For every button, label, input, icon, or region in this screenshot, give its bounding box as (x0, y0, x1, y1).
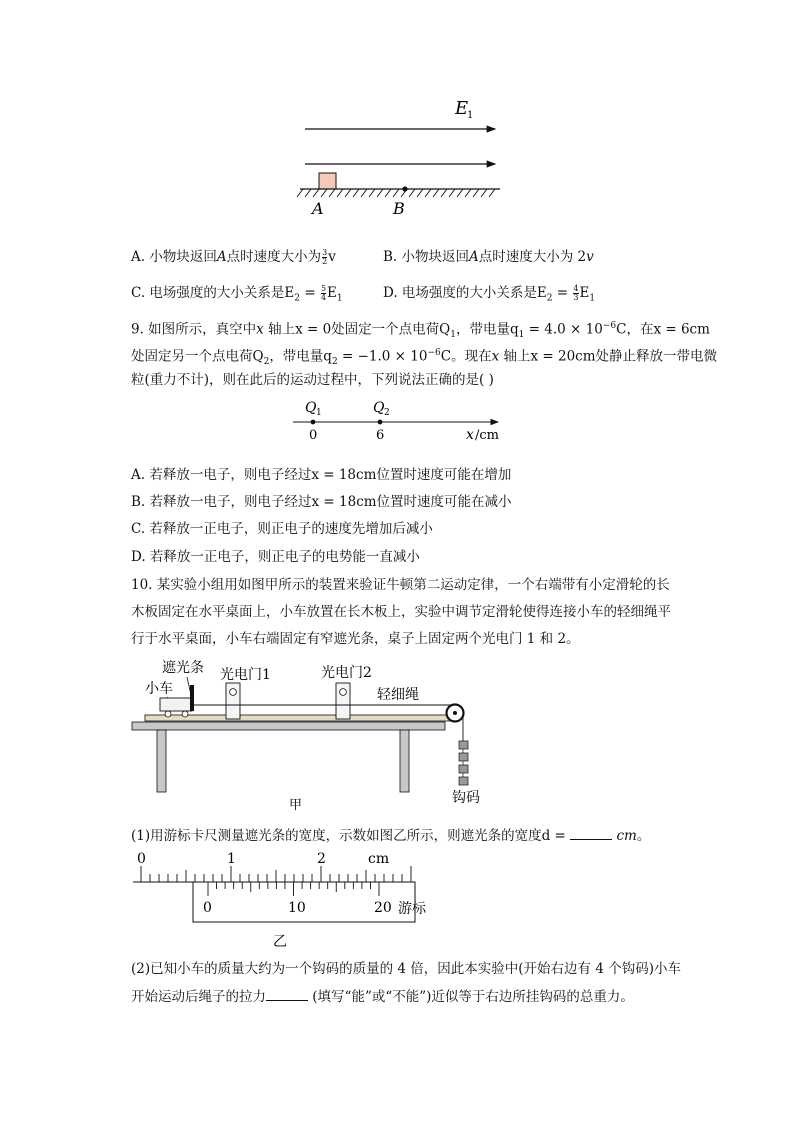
vernier-20: 20 (374, 900, 392, 916)
main-scale-1: 1 (227, 851, 236, 867)
axis-q1-label: Q (305, 400, 317, 416)
field-label: E (455, 98, 469, 119)
label-gate1: 光电门1 (220, 667, 271, 683)
hook-weights (459, 741, 468, 785)
label-cart: 小车 (145, 681, 173, 697)
axis-unit-label: /cm (475, 428, 499, 443)
q10-stem-line1: 10. 某实验小组用如图甲所示的装置来验证牛顿第二运动定律，一个右端带有小定滑轮的长 (131, 577, 670, 593)
field-label-sub: 1 (467, 110, 474, 121)
q8-option-b: B. 小物块返回A点时速度大小为 2v (383, 249, 594, 265)
charge-q1-dot (311, 420, 316, 425)
q9-option-d: D. 若释放一正电子，则正电子的电势能一直减小 (131, 549, 420, 565)
caliper-figure (128, 848, 448, 954)
axis-tick-6: 6 (376, 428, 385, 443)
q9-stem-line2: 处固定另一个点电荷$Q_2$，带电量$q_2 = -1.0 \times 10^{-6}C$。现在x 轴上x = 20cm处静止释放一带电微 (131, 348, 718, 368)
q10-stem-line3: 行于水平桌面，小车右端固定有窄遮光条，桌子上固定两个光电门 1 和 2。 (131, 631, 580, 647)
main-scale-ticks (141, 866, 411, 882)
axis-x-label: x (466, 427, 474, 443)
axis-tick-0: 0 (309, 428, 318, 443)
label-rope: 轻细绳 (377, 687, 419, 703)
main-scale-unit: cm (368, 851, 390, 867)
vernier-scale-ticks (208, 882, 379, 896)
vernier-10: 10 (288, 900, 306, 916)
axis-q2-label: Q (373, 400, 385, 416)
main-scale-0: 0 (137, 851, 146, 867)
table-leg-left (157, 730, 166, 792)
table-top (132, 722, 445, 730)
table-leg-right (400, 730, 409, 792)
block-a (319, 173, 336, 189)
charge-q2-dot (378, 420, 383, 425)
q9-stem-line3: 粒(重力不计)，则在此后的运动过程中，下列说法正确的是( ) (131, 372, 494, 388)
point-b-label: B (393, 199, 405, 218)
axis-q1-sub: 1 (316, 408, 322, 418)
field-figure (295, 92, 515, 222)
q10-stem-line2: 木板固定在水平桌面上，小车放置在长木板上，实验中调节定滑轮使得连接小车的轻细绳平 (131, 604, 671, 620)
q8-option-a: A. 小物块返回A点时速度大小为 $\frac{3}{2}$ v (131, 248, 336, 266)
cart-wheel-left (165, 711, 171, 717)
point-a-label: A (312, 199, 324, 218)
axis-figure (288, 396, 518, 446)
q10-part1: (1)用游标卡尺测量遮光条的宽度，示数如图乙所示，则遮光条的宽度d = cm。 (131, 828, 651, 844)
ground-hatching (297, 189, 495, 197)
q9-stem-line1: 9. 如图所示，真空中x 轴上x = 0处固定一个点电荷$Q_1$，带电量$q_1 = 4.0 \times 10^{-6}C$，在x = 6cm (131, 321, 710, 341)
apparatus-figure (125, 655, 505, 815)
long-board (145, 715, 453, 721)
q9-option-c: C. 若释放一正电子，则正电子的速度先增加后减小 (131, 521, 433, 537)
shade-strip (190, 685, 194, 711)
vernier-0: 0 (203, 900, 212, 916)
cart (160, 698, 192, 711)
q10-part2-line2: 开始运动后绳子的拉力 (填写“能”或“不能”)近似等于右边所挂钩码的总重力。 (131, 989, 634, 1005)
q8-option-d: D. 电场强度的大小关系是$E_2$ = $\frac{4}{3}$ $E_1$ (383, 284, 596, 304)
q9-option-b: B. 若释放一电子，则电子经过x = 18cm位置时速度可能在减小 (131, 494, 512, 510)
cart-wheel-right (182, 711, 188, 717)
q9-option-a: A. 若释放一电子，则电子经过x = 18cm位置时速度可能在增加 (131, 467, 512, 483)
point-b-dot (402, 186, 407, 191)
q10-part2-line1: (2)已知小车的质量大约为一个钩码的质量的 4 倍，因此本实验中(开始右边有 4 个钩码)小车 (131, 961, 681, 977)
answer-blank-tension[interactable] (266, 988, 308, 1001)
figure-caption-jia: 甲 (289, 798, 303, 813)
q8-option-c: C. 电场强度的大小关系是$E_2$ = $\frac{5}{4}$ $E_1$ (131, 284, 343, 304)
answer-blank-width[interactable] (570, 827, 612, 840)
axis-q2-sub: 2 (384, 408, 390, 418)
label-gate2: 光电门2 (321, 665, 372, 681)
main-scale-2: 2 (317, 851, 326, 867)
label-shade-strip: 遮光条 (162, 660, 204, 676)
vernier-label: 游标 (398, 901, 426, 917)
figure-caption-yi: 乙 (273, 934, 287, 950)
label-weights: 钩码 (452, 790, 480, 806)
